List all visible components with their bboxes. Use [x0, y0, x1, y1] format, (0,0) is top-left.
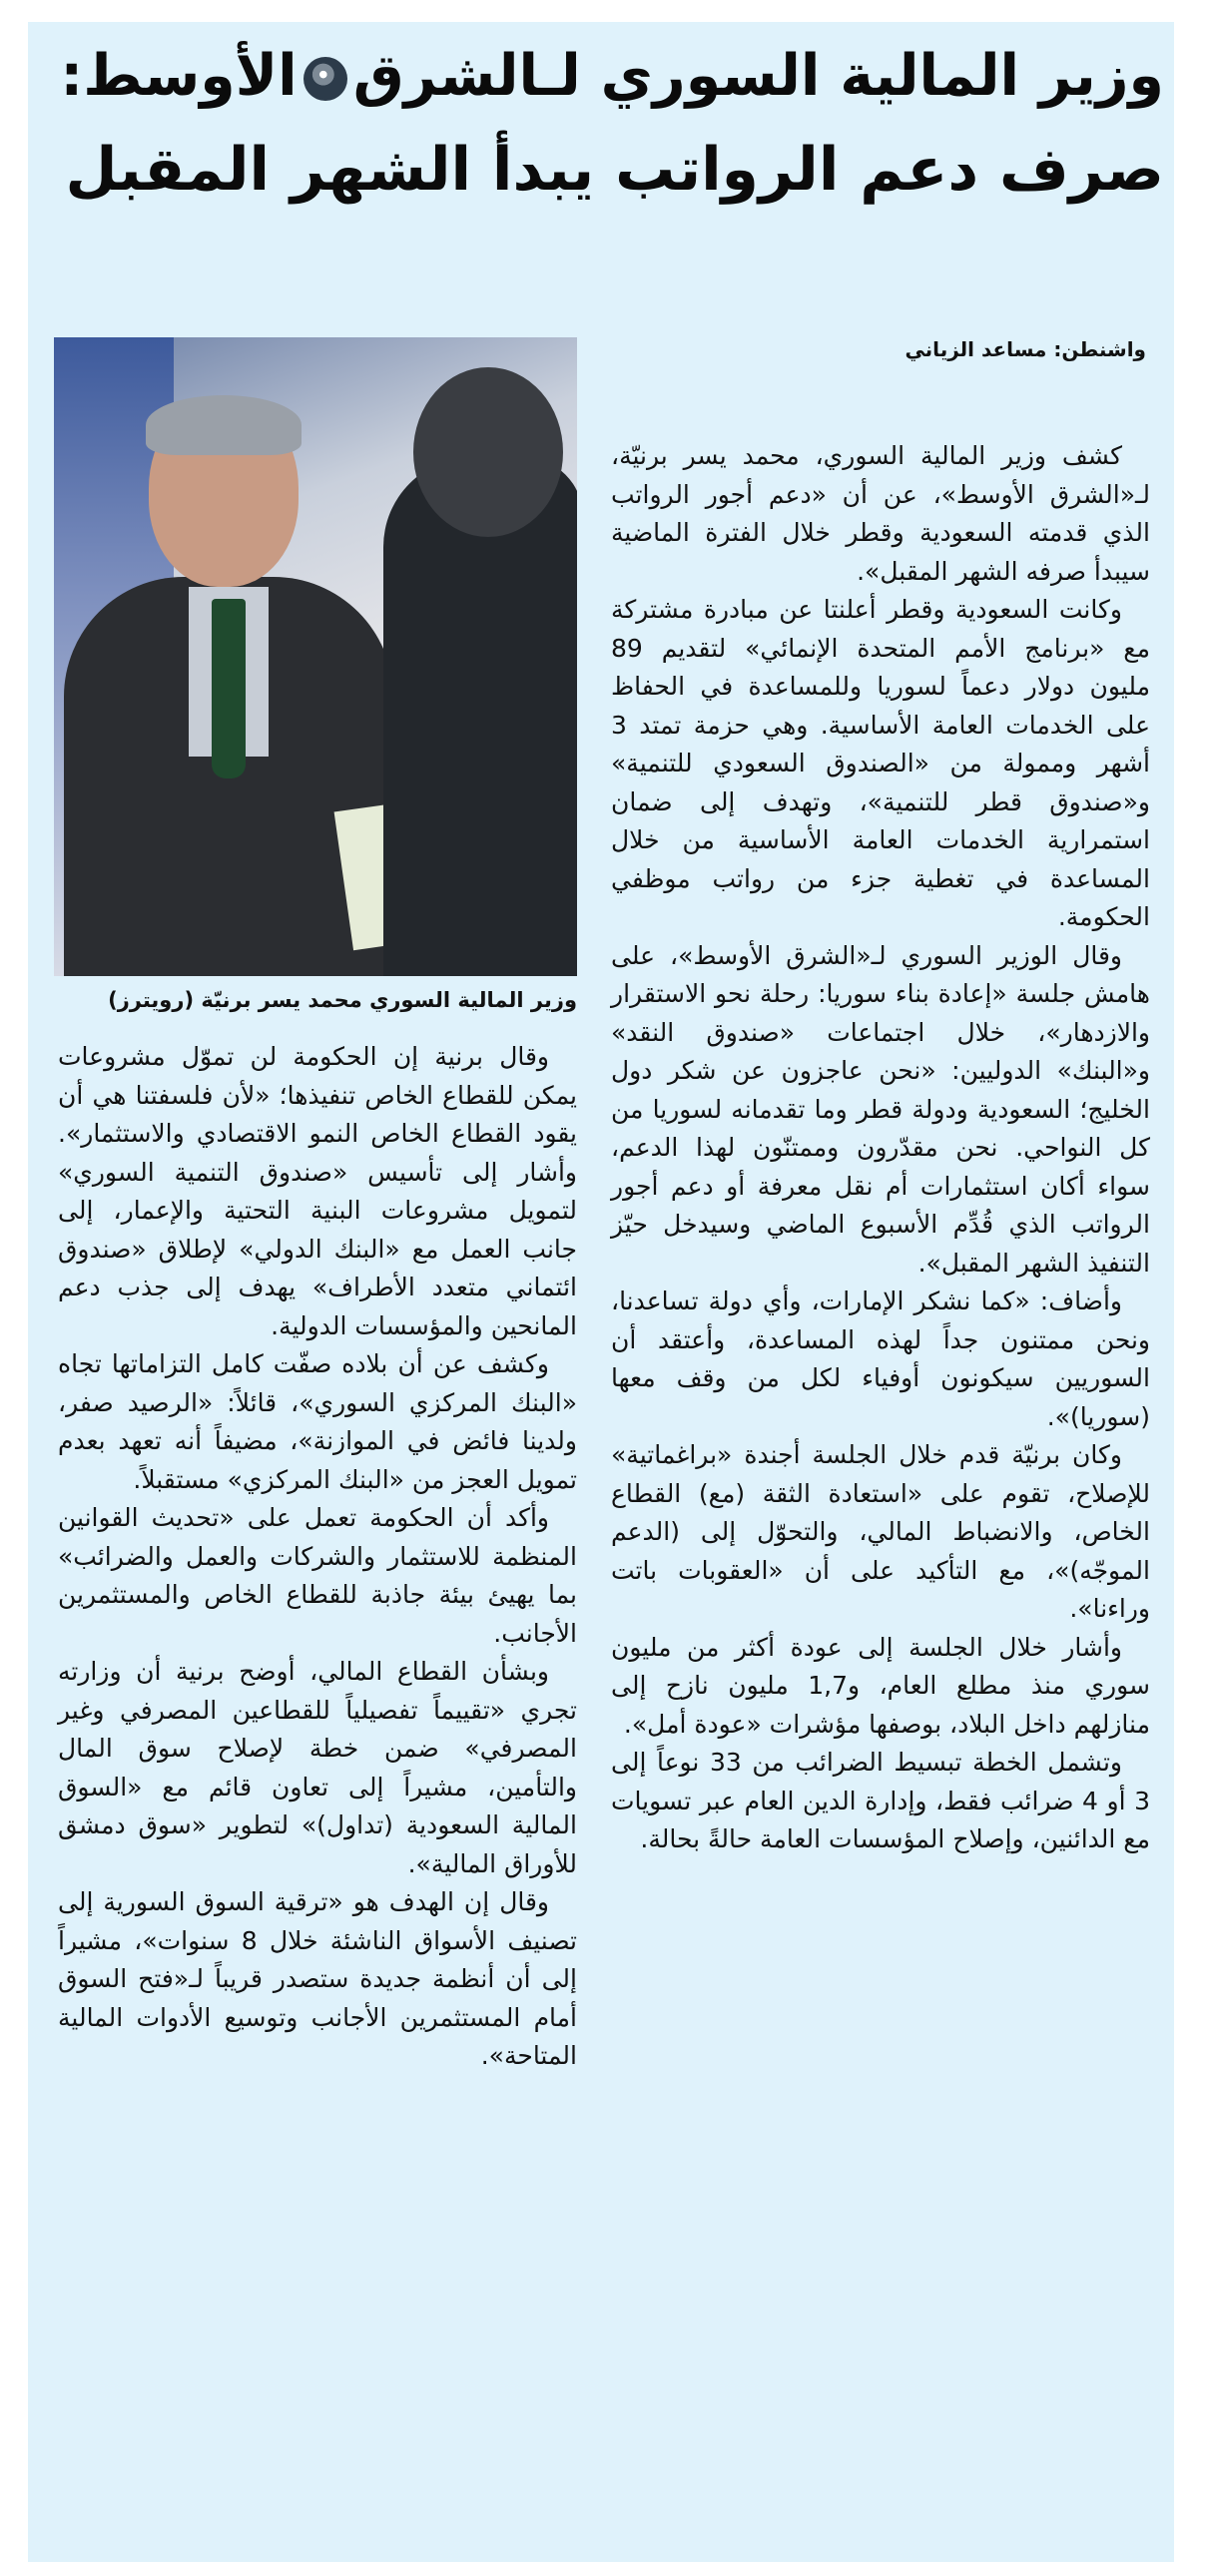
article-photo: [54, 337, 577, 976]
minister-hair: [146, 395, 302, 455]
article-column-left: [58, 1038, 577, 2076]
paragraph: وكشف عن أن بلاده صفّت كامل التزاماتها تجاه «البنك المركزي السوري»، قائلاً: «الرصيد صفر، ولدينا فائض في الموازنة»، مضيفاً أنه تعهد بعدم تمويل العجز من «البنك المركزي» مستقبلاً.: [58, 1349, 577, 1494]
brand-text: [60, 43, 540, 109]
paragraph: وأشار خلال الجلسة إلى عودة أكثر من مليون سوري منذ مطلع العام، و1,7 مليون نازح إلى منازلهم داخل البلاد، بوصفها مؤشرات «عودة أمل».: [611, 1632, 1150, 1739]
byline: واشنطن: مساعد الزياني: [905, 337, 1146, 361]
photo-caption: وزير المالية السوري محمد يسر برنيّة (رويترز): [108, 988, 577, 1012]
paragraph: وأكد أن الحكومة تعمل على «تحديث القوانين المنظمة للاستثمار والشركات والعمل والضرائب» بما يهيئ بيئة جاذبة للقطاع الخاص والمستثمرين الأجانب.: [58, 1503, 577, 1648]
headline-line-2: صرف دعم الرواتب يبدأ الشهر المقبل: [65, 135, 1164, 205]
article-column-right: [611, 437, 1150, 1859]
paragraph: وتشمل الخطة تبسيط الضرائب من 33 نوعاً إلى 3 أو 4 ضرائب فقط، وإدارة الدين العام عبر تسويات مع الدائنين، وإصلاح المؤسسات العامة حالةً بحالة.: [611, 1748, 1150, 1853]
headline-line-1: [56, 34, 1164, 118]
globe-logo-icon: [303, 57, 347, 101]
paragraph: وقال برنية إن الحكومة لن تموّل مشروعات يمكن للقطاع الخاص تنفيذها؛ «لأن فلسفتنا هي أن يقود القطاع الخاص النمو الاقتصادي والاستثمار». وأشار إلى تأسيس «صندوق التنمية السوري» لتمويل مشروعات البنية التحتية والإعمار، إلى جانب العمل مع «البنك الدولي» لإطلاق «صندوق ائتماني متعدد الأطراف» يهدف إلى جذب دعم المانحين والمؤسسات الدولية.: [58, 1042, 577, 1340]
foreground-person-head: [413, 367, 563, 537]
brand-word: الأوسط:: [60, 43, 298, 109]
green-tie: [212, 599, 246, 778]
paragraph: وقال إن الهدف هو «ترقية السوق السورية إلى تصنيف الأسواق الناشئة خلال 8 سنوات»، مشيراً إلى أن أنظمة جديدة ستصدر قريباً لـ«فتح السوق أمام المستثمرين الأجانب وتوسيع الأدوات المالية المتاحة».: [58, 1887, 577, 2070]
headline-text: وزير المالية السوري لـ: [539, 43, 1164, 109]
newspaper-clipping: [28, 22, 1174, 2562]
paragraph: وكان برنيّة قدم خلال الجلسة أجندة «براغماتية» للإصلاح، تقوم على «استعادة الثقة (مع) القطاع الخاص، والانضباط المالي، والتحوّل إلى (الدعم الموجّه)»، مع التأكيد على أن «العقوبات باتت وراءنا».: [611, 1440, 1150, 1623]
paragraph: وبشأن القطاع المالي، أوضح برنية أن وزارته تجري «تقييماً تفصيلياً للقطاعين المصرفي وغير المصرفي» ضمن خطة لإصلاح سوق المال والتأمين، مشيراً إلى تعاون قائم مع «السوق المالية السعودية (تداول)» لتطوير «سوق دمشق للأوراق المالية».: [58, 1657, 577, 1878]
brand-word: الشرق: [352, 43, 540, 109]
headline: [56, 34, 1164, 218]
paragraph: وكانت السعودية وقطر أعلنتا عن مبادرة مشتركة مع «برنامج الأمم المتحدة الإنمائي» لتقديم 89 مليون دولار دعماً لسوريا وللمساعدة في الحفاظ على الخدمات العامة الأساسية. وهي حزمة تمتد 3 أشهر وممولة من «الصندوق السعودي للتنمية» و«صندوق قطر للتنمية»، وتهدف إلى ضمان استمرارية الخدمات العامة الأساسية من خلال المساعدة في تغطية جزء من رواتب موظفي الحكومة.: [611, 595, 1150, 931]
paragraph: وقال الوزير السوري لـ«الشرق الأوسط»، على هامش جلسة «إعادة بناء سوريا: رحلة نحو الاستقرار والازدهار»، خلال اجتماعات «صندوق النقد» و«البنك» الدوليين: «نحن عاجزون عن شكر دول الخليج؛ السعودية ودولة قطر وما تقدمانه لسوريا من كل النواحي. نحن مقدّرون وممتنّون لهذا الدعم، سواء أكان استثمارات أم نقل معرفة أو دعم أجور الرواتب الذي قُدِّم الأسبوع الماضي وسيدخل حيّز التنفيذ الشهر المقبل».: [611, 940, 1150, 1278]
paragraph: كشف وزير المالية السوري، محمد يسر برنيّة، لـ«الشرق الأوسط»، عن أن «دعم أجور الرواتب الذي قدمته السعودية وقطر خلال الفترة الماضية سيبدأ صرفه الشهر المقبل».: [611, 441, 1150, 586]
paragraph: وأضاف: «كما نشكر الإمارات، وأي دولة تساعدنا، ونحن ممتنون جداً لهذه المساعدة، وأعتقد أن السوريين سيكونون أوفياء لكل من وقف معها (سوريا)».: [611, 1287, 1150, 1431]
